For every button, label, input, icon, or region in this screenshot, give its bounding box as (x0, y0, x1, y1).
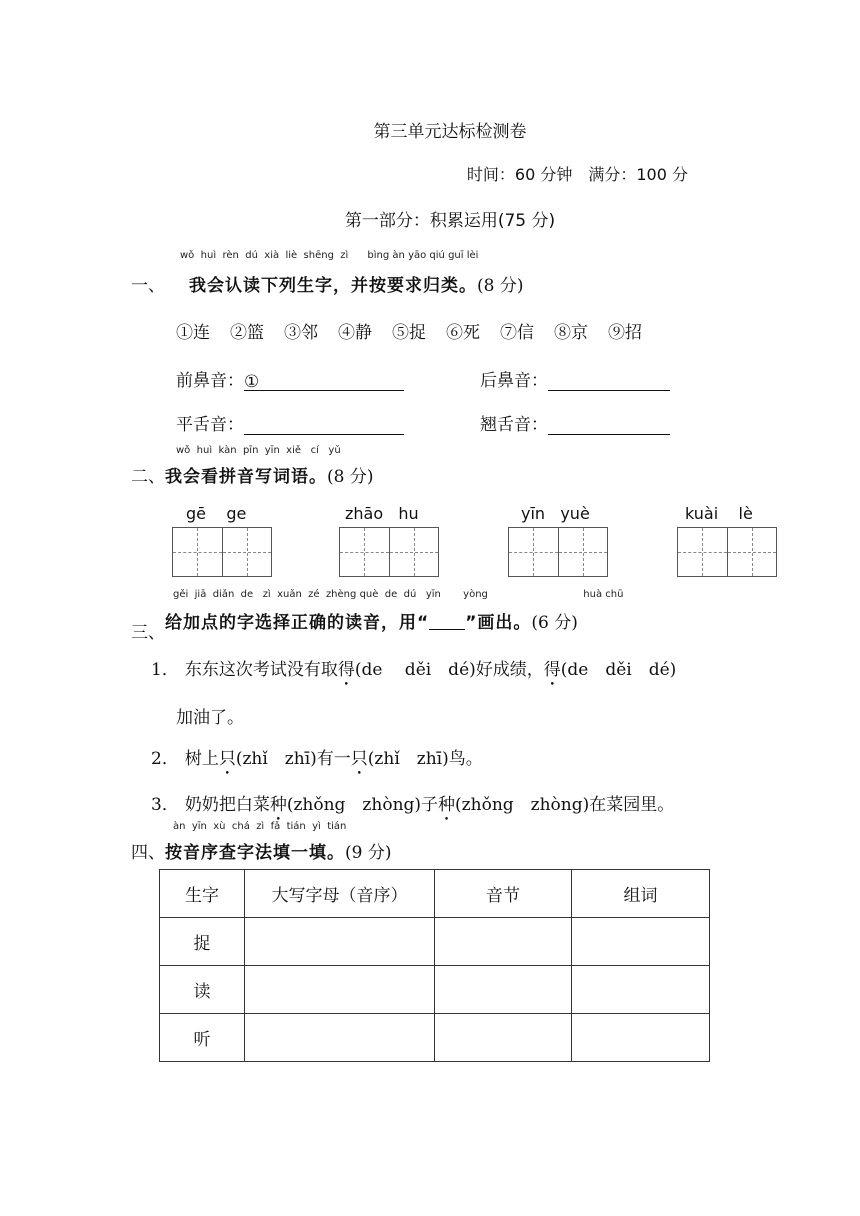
writing-grid-2[interactable] (339, 527, 439, 577)
char-item: ⑥死 (446, 323, 480, 343)
front-nasal-blank[interactable]: ① (244, 372, 404, 391)
answer-cell[interactable] (572, 966, 710, 1014)
col-header: 生字 (160, 870, 245, 918)
row-char: 捉 (160, 918, 245, 966)
question-3: 3． 奶奶把白菜种(zhǒng zhòng)子种(zhǒng zhòng)在菜园里。 (151, 795, 675, 815)
curl-tongue-row: 翘舌音： (480, 410, 670, 435)
back-nasal-blank[interactable] (548, 372, 670, 391)
grid-cell[interactable] (173, 528, 223, 576)
writing-grid-3[interactable] (508, 527, 608, 577)
grid-cell[interactable] (678, 528, 728, 576)
writing-grid-1[interactable] (172, 527, 272, 577)
char-item: ②篮 (230, 323, 264, 343)
back-nasal-row: 后鼻音： (480, 366, 670, 391)
s4-pinyin: àn yīn xù chá zì fǎ tián yì tián (173, 821, 347, 832)
word-pinyin-3: yīn yuè (521, 504, 590, 523)
row-char: 听 (160, 1014, 245, 1062)
grid-cell[interactable] (340, 528, 390, 576)
page-title: 第三单元达标检测卷 (373, 122, 527, 142)
underline-sample (429, 617, 465, 630)
answer-cell[interactable] (435, 918, 572, 966)
char-item: ⑨招 (608, 323, 642, 343)
answer-cell[interactable] (435, 1014, 572, 1062)
grid-cell[interactable] (390, 528, 439, 576)
s3-pinyin: gěi jiā diǎn de zì xuǎn zé zhèng què de dú yīn yòng huà chū (173, 589, 624, 600)
col-header: 大写字母（音序） (245, 870, 435, 918)
word-pinyin-4: kuài lè (685, 504, 753, 523)
grid-cell[interactable] (509, 528, 559, 576)
question-2: 2． 树上只(zhǐ zhī)有一只(zhǐ zhī)鸟。 (151, 749, 483, 769)
col-header: 组词 (572, 870, 710, 918)
question-1: 1． 东东这次考试没有取得(de děi dé)好成绩，得(de děi dé) (151, 660, 677, 680)
char-item: ④静 (338, 323, 372, 343)
answer-cell[interactable] (245, 966, 435, 1014)
word-pinyin-2: zhāo hu (345, 504, 419, 523)
table-header-row (160, 870, 710, 918)
lookup-table (159, 869, 710, 1062)
s2-pinyin: wǒ huì kàn pīn yīn xiě cí yǔ (176, 445, 341, 456)
row-char: 读 (160, 966, 245, 1014)
answer-cell[interactable] (572, 1014, 710, 1062)
table-row (160, 1014, 710, 1062)
grid-cell[interactable] (223, 528, 272, 576)
curl-tongue-blank[interactable] (548, 416, 670, 435)
flat-tongue-row: 平舌音： (176, 410, 404, 435)
answer-cell[interactable] (245, 918, 435, 966)
s1-pinyin: wǒ huì rèn dú xià liè shēng zì bìng àn yāo qiú guī lèi (180, 250, 479, 261)
table-row (160, 966, 710, 1014)
section-4-heading: 四、按音序查字法填一填。(9 分) (131, 843, 392, 863)
table-row (160, 918, 710, 966)
col-header: 音节 (435, 870, 572, 918)
answer-cell[interactable] (245, 1014, 435, 1062)
char-item: ③邻 (284, 323, 318, 343)
flat-tongue-blank[interactable] (244, 416, 404, 435)
writing-grid-4[interactable] (677, 527, 777, 577)
section-2-heading: 二、我会看拼音写词语。(8 分) (131, 467, 374, 487)
section-3-heading: 三、给加点的字选择正确的读音，用“ ”画出。(6 分) (131, 613, 578, 643)
grid-cell[interactable] (728, 528, 777, 576)
char-item: ⑦信 (500, 323, 534, 343)
answer-cell[interactable] (435, 966, 572, 1014)
char-item: ①连 (176, 323, 210, 343)
part-heading: 第一部分：积累运用(75 分) (344, 211, 556, 231)
grid-cell[interactable] (559, 528, 608, 576)
char-item: ⑤捉 (392, 323, 426, 343)
question-1-cont: 加油了。 (176, 708, 244, 728)
front-nasal-row: 前鼻音：① (176, 366, 404, 391)
section-1-heading: 一、 我会认读下列生字，并按要求归类。(8 分) (131, 276, 524, 296)
exam-meta: 时间：60 分钟 满分：100 分 (466, 165, 688, 184)
answer-cell[interactable] (572, 918, 710, 966)
word-pinyin-1: gē ge (186, 504, 247, 523)
char-item: ⑧京 (554, 323, 588, 343)
s1-char-list (176, 318, 662, 343)
